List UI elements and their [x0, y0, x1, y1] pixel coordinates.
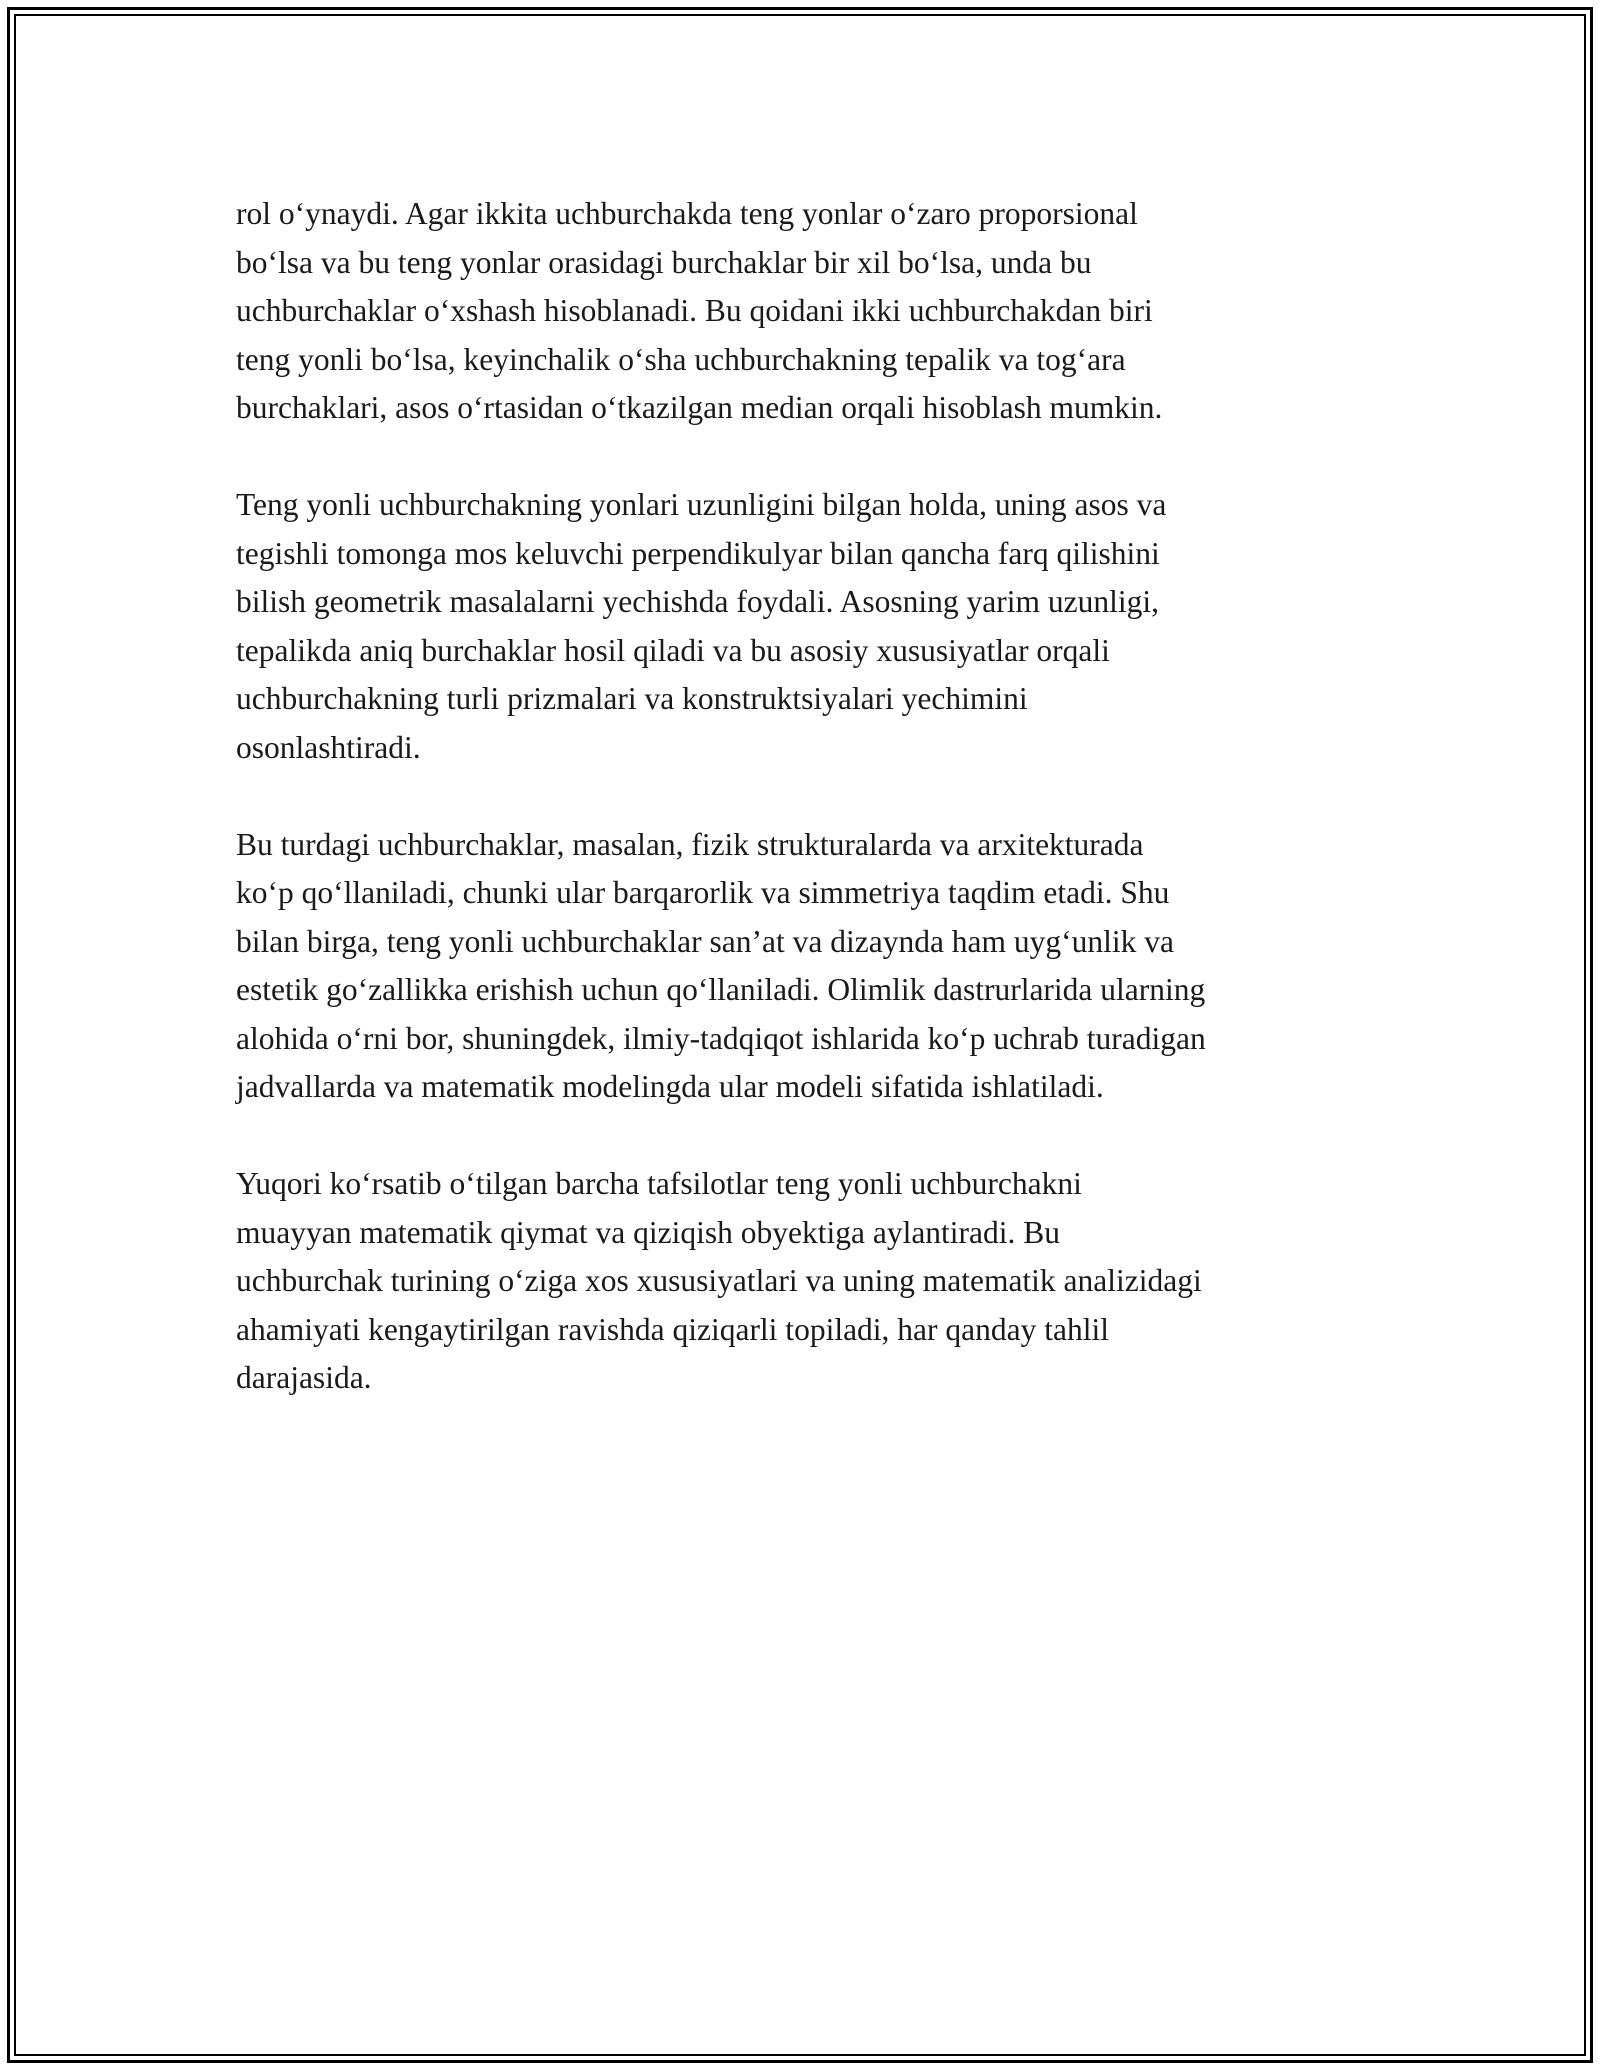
text-line: Bu turdagi uchburchaklar, masalan, fizik strukturalarda va arxitekturada: [236, 826, 1144, 862]
paragraph-3: [236, 821, 1376, 1112]
paragraph-1: [236, 190, 1376, 433]
text-line: estetik go‘zallikka erishish uchun qo‘llaniladi. Olimlik dastrurlarida ularning: [236, 972, 1206, 1007]
text-line: ko‘p qo‘llaniladi, chunki ular barqarorlik va simmetriya taqdim etadi. Shu: [236, 875, 1170, 910]
text-line: Teng yonli uchburchakning yonlari uzunligini bilgan holda, uning asos va: [236, 487, 1167, 522]
text-line: jadvallarda va matematik modelingda ular modeli sifatida ishlatiladi.: [236, 1069, 1104, 1104]
text-line: uchburchakning turli prizmalari va konstruktsiyalari yechimini: [236, 681, 1028, 716]
text-line: darajasida.: [236, 1360, 372, 1395]
text-line: teng yonli bo‘lsa, keyinchalik o‘sha uchburchakning tepalik va tog‘ara: [236, 341, 1126, 377]
text-line: uchburchak turining o‘ziga xos xususiyatlari va uning matematik analizidagi: [236, 1263, 1202, 1298]
text-line: ahamiyati kengaytirilgan ravishda qiziqarli topiladi, har qanday tahlil: [236, 1311, 1109, 1347]
paragraph-4: [236, 1160, 1376, 1403]
text-line: muayyan matematik qiymat va qiziqish obyektiga aylantiradi. Bu: [236, 1214, 1061, 1250]
text-line: tegishli tomonga mos keluvchi perpendikulyar bilan qancha farq qilishini: [236, 535, 1160, 571]
text-line: Yuqori ko‘rsatib o‘tilgan barcha tafsilotlar teng yonli uchburchakni: [236, 1166, 1082, 1201]
text-line: burchaklari, asos o‘rtasidan o‘tkazilgan median orqali hisoblash mumkin.: [236, 390, 1163, 425]
paragraph-2: [236, 481, 1376, 772]
text-line: bilish geometrik masalalarni yechishda foydali. Asosning yarim uzunligi,: [236, 584, 1159, 619]
text-line: osonlashtiradi.: [236, 729, 421, 765]
text-line: rol o‘ynaydi. Agar ikkita uchburchakda teng yonlar o‘zaro proporsional: [236, 196, 1138, 231]
text-line: tepalikda aniq burchaklar hosil qiladi va bu asosiy xususiyatlar orqali: [236, 632, 1110, 668]
text-line: bilan birga, teng yonli uchburchaklar san’at va dizaynda ham uyg‘unlik va: [236, 923, 1175, 959]
document-body: [236, 190, 1376, 1451]
text-line: uchburchaklar o‘xshash hisoblanadi. Bu qoidani ikki uchburchakdan biri: [236, 293, 1153, 328]
text-line: bo‘lsa va bu teng yonlar orasidagi burchaklar bir xil bo‘lsa, unda bu: [236, 244, 1092, 280]
text-line: alohida o‘rni bor, shuningdek, ilmiy-tadqiqot ishlarida ko‘p uchrab turadigan: [236, 1020, 1206, 1056]
